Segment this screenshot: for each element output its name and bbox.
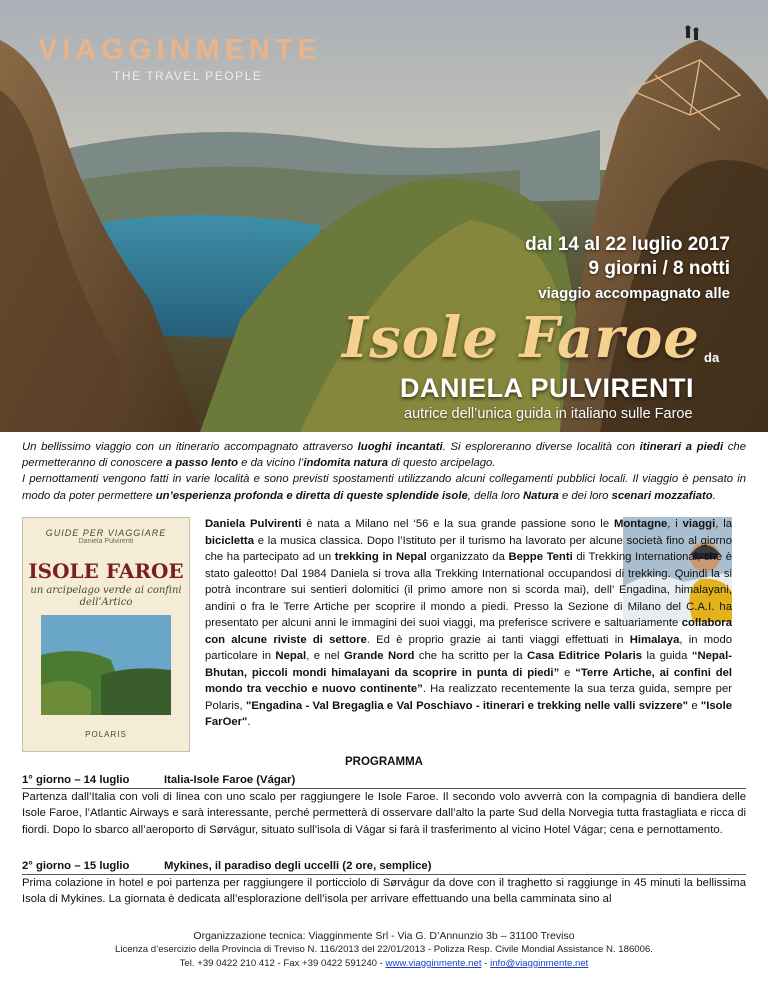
author-name: DANIELA PULVIRENTI xyxy=(400,373,695,403)
footer-organization: Organizzazione tecnica: Viagginmente Srl - Via G. D’Annunzio 3b – 31100 Treviso xyxy=(193,930,575,942)
trip-dates: dal 14 al 22 luglio 2017 xyxy=(525,234,730,255)
day-title: Mykines, il paradiso degli uccelli (2 ore, semplice) xyxy=(164,860,432,872)
author-biography xyxy=(205,516,732,731)
logo-tagline: THE TRAVEL PEOPLE xyxy=(113,69,263,83)
trip-dates-block xyxy=(525,233,730,305)
book-subtitle: un arcipelago verde ai confini dell’Artico xyxy=(30,585,182,608)
day-heading xyxy=(22,858,746,875)
destination-da: da xyxy=(704,350,720,365)
email-link[interactable]: info@viagginmente.net xyxy=(490,958,589,969)
page-footer xyxy=(0,929,768,971)
book-publisher: POLARIS xyxy=(85,730,127,739)
book-series: GUIDE PER VIAGGIARE xyxy=(45,528,167,538)
program-day-2 xyxy=(22,858,746,908)
trip-duration: 9 giorni / 8 notti xyxy=(588,258,730,279)
destination-title: Isole Faroe xyxy=(342,305,700,371)
logo-wordmark: VIAGGINMENTE xyxy=(38,34,322,66)
trip-accompanied: viaggio accompagnato alle xyxy=(538,285,730,302)
website-link[interactable]: www.viagginmente.net xyxy=(385,958,482,969)
viagginmente-logo xyxy=(38,34,322,83)
book-author: Daniela Pulvirenti xyxy=(78,538,134,545)
day-heading xyxy=(22,772,746,789)
day-title: Italia-Isole Faroe (Vágar) xyxy=(164,774,296,786)
hero-banner xyxy=(0,0,768,432)
book-cover-photo xyxy=(41,615,171,715)
program-day-1 xyxy=(22,772,746,838)
author-description: autrice dell’unica guida in italiano sulle Faroe xyxy=(404,406,693,422)
day-description: Partenza dall’Italia con voli di linea con uno scalo per raggiungere le Isole Faroe. Il secondo volo avverrà con la compagnia di bandiera delle Isole Faroe, l’Atlantic Airways e sarà interessante, perché permetterà di osservare dall’alto la parte Sud della Norvegia tutta frastagliata e ricca di fiordi. Dopo lo sbarco all’aeroporto di Sørvágur, situato sull’isola di Vágar si farà il trasferimento al vicino Hotel Vágar; cena e pernottamento. xyxy=(22,791,746,836)
footer-license: Licenza d’esercizio della Provincia di Treviso N. 116/2013 del 22/01/2013 - Polizza Resp. Civile Mondial Assistance N. 186006. xyxy=(115,944,653,955)
footer-contacts: Tel. +39 0422 210 412 - Fax +39 0422 591240 - www.viagginmente.net - info@viagginmente.net xyxy=(179,958,589,969)
program-title: PROGRAMMA xyxy=(345,756,423,768)
bio-paragraph: Daniela Pulvirenti è nata a Milano nel ‘56 e la sua grande passione sono le Montagne, i viaggi, la bicicletta e la musica classica. Dopo l’Istituto per il turismo ha lavorato per alcune società fino al giorno che ha partecipato ad un trekking in Nepal organizzato da Beppe Tenti di Trekking International, che è stato galeotto! Dal 1984 Daniela si trova alla Trekking International occupandosi di trekking. Quindi la si potrà incontrare sui sentieri dolomitici (il primo amore non si scorda mai), dell’ Engadina, himalayani, andini o fra le Terre Artiche per scoprire il mondo a piedi. Presso la Sezione di Milano del C.A.I. ha presentato per alcuni anni le immagini dei suoi viaggi, ma preferisce scrivere e saltuariamente collabora con alcune riviste di settore. Ed è proprio grazie ai tanti viaggi effettuati in Himalaya, in modo particolare in Nepal, e nel Grande Nord che ha scritto per la Casa Editrice Polaris la guida “Nepal-Bhutan, piccoli mondi himalayani da scoprire in punta di piedi” e “Terre Artiche, ai confini del mondo tra vecchio e nuovo continente”. Ha realizzato recentemente la sua terza guida, sempre per Polaris, "Engadina - Val Bregaglia e Val Poschiavo - itinerari e trekking nelle valli svizzere" e "Isole FarOer". xyxy=(205,518,733,728)
day-date: 1° giorno – 14 luglio xyxy=(22,774,130,786)
book-cover-image xyxy=(22,517,190,752)
intro-paragraph-2: I pernottamenti vengono fatti in varie località e sono previsti spostamenti utilizzando alcuni collegamenti pubblici locali. Il viaggio è pensato in modo da poter permettere un’esperienza profonda e diretta di queste splendide isole, della loro Natura e dei loro scenari mozzafiato. xyxy=(22,473,746,502)
intro-text xyxy=(22,439,746,504)
day-description: Prima colazione in hotel e poi partenza per raggiungere il porticciolo di Sørvágur da dove con il traghetto si raggiunge in 45 minuti la bellissima Isola di Mykines. La giornata è dedicata all’esplorazione dell’isola per arrivare effettuando una bella camminata sino al xyxy=(22,877,746,906)
day-date: 2° giorno – 15 luglio xyxy=(22,860,130,872)
intro-paragraph-1: Un bellissimo viaggio con un itinerario accompagnato attraverso luoghi incantati. Si esploreranno diverse località con itinerari a piedi che permetteranno di conoscere a passo lento e da vicino l’indomita natura di questo arcipelago. xyxy=(22,441,746,470)
book-title: ISOLE FAROE xyxy=(28,559,184,583)
